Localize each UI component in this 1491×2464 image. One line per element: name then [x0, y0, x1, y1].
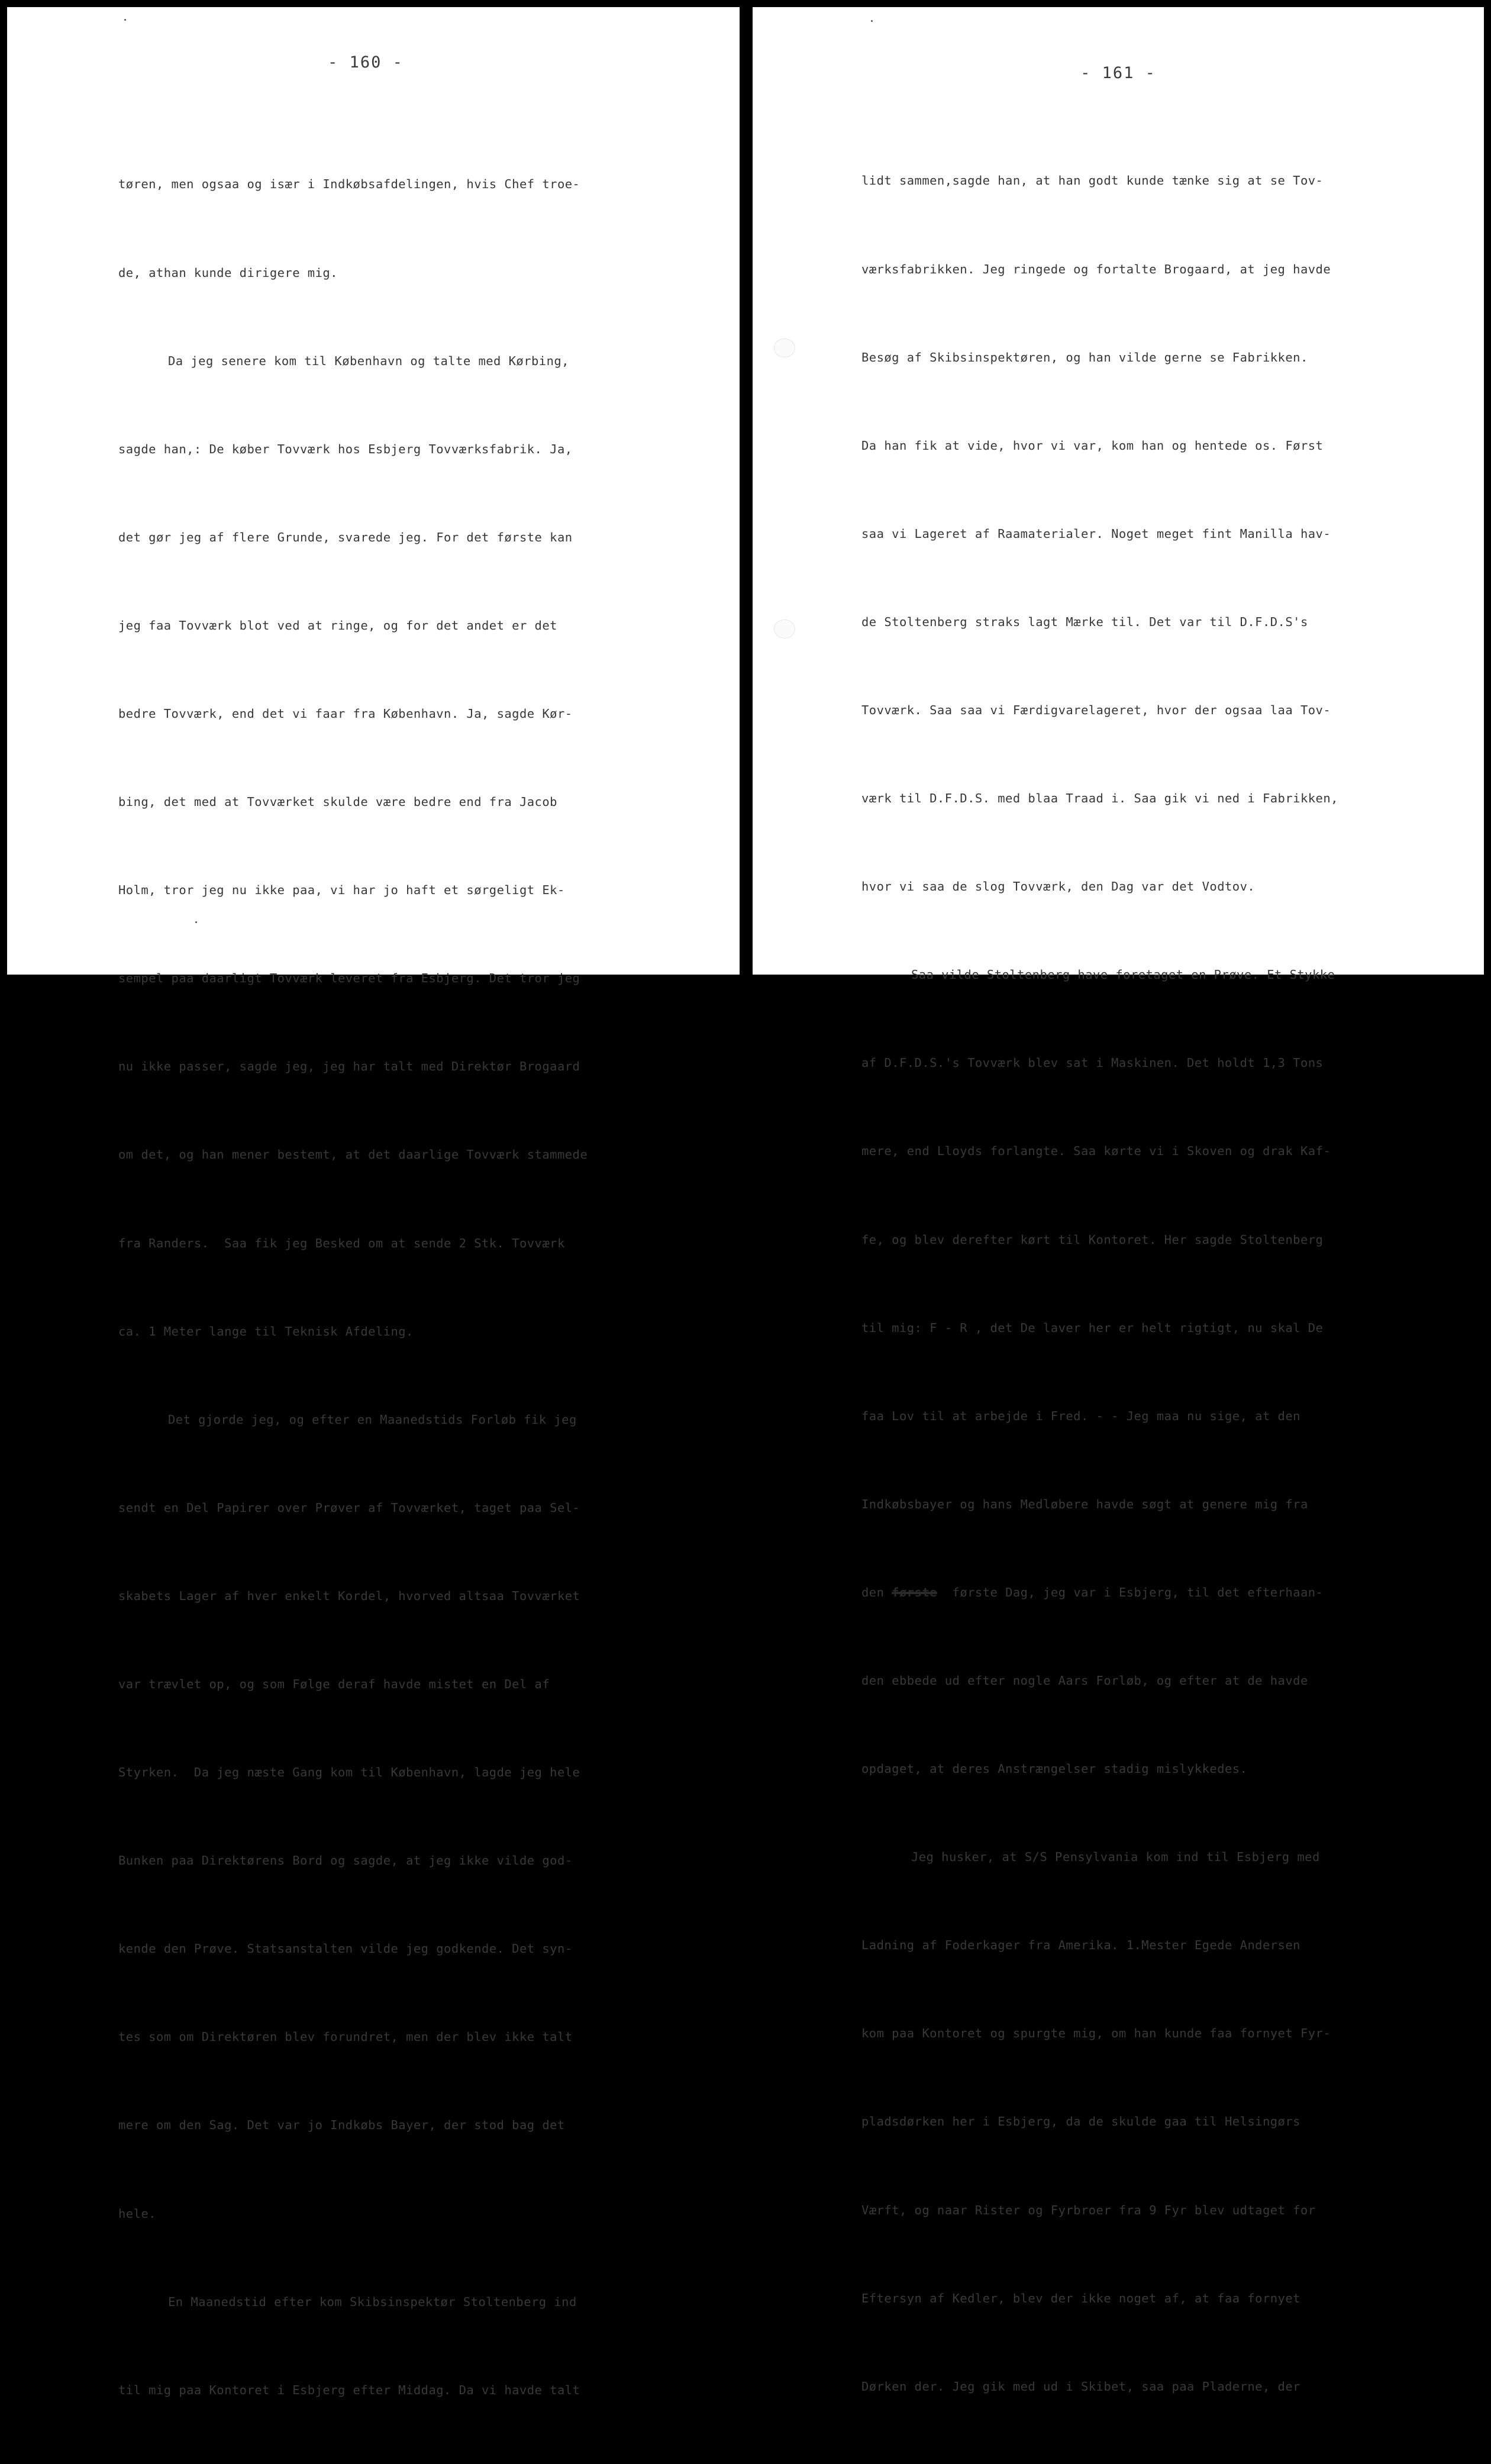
text-line: bedre Tovværk, end det vi faar fra København. Ja, sagde Kør- — [118, 706, 573, 721]
text-line: Bunken paa Direktørens Bord og sagde, at jeg ikke vilde god- — [118, 1853, 573, 1868]
text-line: En Maanedstid efter kom Skibsinspektør Stoltenberg ind — [168, 2294, 577, 2309]
text-line: Dørken der. Jeg gik med ud i Skibet, saa paa Pladerne, der — [861, 2379, 1300, 2394]
text-line: de, athan kunde dirigere mig. — [118, 265, 338, 280]
text-line: Eftersyn af Kedler, blev der ikke noget af, at faa fornyet — [861, 2291, 1300, 2305]
page-text — [118, 111, 588, 2464]
text-line: saa vi Lageret af Raamaterialer. Noget meget fint Manilla hav- — [861, 526, 1331, 541]
text-line: fra Randers. Saa fik jeg Besked om at sende 2 Stk. Tovværk — [118, 1236, 565, 1250]
text-line: bing, det med at Tovværket skulde være bedre end fra Jacob — [118, 795, 557, 809]
page-text — [861, 108, 1338, 2460]
text-line: til mig: F - R , det De laver her er helt rigtigt, nu skal De — [861, 1320, 1324, 1335]
text-line: det gør jeg af flere Grunde, svarede jeg. For det første kan — [118, 530, 573, 544]
page-number: - 160 - — [328, 53, 404, 72]
paper-speck — [124, 19, 126, 21]
punch-hole — [774, 620, 795, 638]
punch-hole — [774, 338, 795, 357]
text-line: var trævlet op, og som Følge deraf havde mistet en Del af — [118, 1677, 550, 1691]
struck-word: første — [892, 1585, 937, 1599]
text-line: skabets Lager af hver enkelt Kordel, hvorved altsaa Tovværket — [118, 1588, 580, 1603]
text-line: ca. 1 Meter lange til Teknisk Afdeling. — [118, 1324, 414, 1339]
text-line: mere, end Lloyds forlangte. Saa kørte vi i Skoven og drak Kaf- — [861, 1144, 1331, 1159]
page-number: - 161 - — [1080, 64, 1156, 82]
text-line: sagde han,: De køber Tovværk hos Esbjerg Tovværksfabrik. Ja, — [118, 441, 573, 456]
text-line: af D.F.D.S.'s Tovværk blev sat i Maskinen. Det holdt 1,3 Tons — [861, 1056, 1324, 1070]
text-line: kom paa Kontoret og spurgte mig, om han kunde faa fornyet Fyr- — [861, 2026, 1331, 2041]
text-line: tøren, men ogsaa og især i Indkøbsafdelingen, hvis Chef troe- — [118, 177, 580, 192]
text-line: pladsdørken her i Esbjerg, da de skulde gaa til Helsingørs — [861, 2114, 1300, 2129]
text-fragment: den — [861, 1585, 892, 1599]
text-line: Besøg af Skibsinspektøren, og han vilde gerne se Fabrikken. — [861, 350, 1308, 365]
text-line: nu ikke passer, sagde jeg, jeg har talt med Direktør Brogaard — [118, 1059, 580, 1074]
text-line: lidt sammen,sagde han, at han godt kunde tænke sig at se Tov- — [861, 173, 1324, 188]
text-line: Indkøbsbayer og hans Medløbere havde søgt at genere mig fra — [861, 1497, 1308, 1511]
text-line: de Stoltenberg straks lagt Mærke til. Det var til D.F.D.S's — [861, 614, 1308, 629]
text-line: Jeg husker, at S/S Pensylvania kom ind til Esbjerg med — [911, 1850, 1320, 1865]
text-line: til mig paa Kontoret i Esbjerg efter Middag. Da vi havde talt — [118, 2382, 580, 2397]
text-line: Da jeg senere kom til København og talte med Kørbing, — [168, 353, 569, 368]
text-line: Da han fik at vide, hvor vi var, kom han og hentede os. Først — [861, 438, 1324, 453]
text-line: mere om den Sag. Det var jo Indkøbs Bayer, der stod bag det — [118, 2118, 565, 2133]
right-page — [753, 7, 1484, 2394]
text-line: sempel paa daarligt Tovværk leveret fra Esbjerg. Det tror jeg — [118, 971, 580, 986]
left-page — [7, 7, 740, 2397]
text-line: om det, og han mener bestemt, at det daarlige Tovværk stammede — [118, 1147, 588, 1162]
text-line: den ebbede ud efter nogle Aars Forløb, og efter at de havde — [861, 1673, 1308, 1688]
text-line: Værft, og naar Rister og Fyrbroer fra 9 Fyr blev udtaget for — [861, 2202, 1316, 2217]
text-line: Holm, tror jeg nu ikke paa, vi har jo haft et sørgeligt Ek- — [118, 883, 565, 898]
text-line: hele. — [118, 2206, 156, 2221]
text-line: jeg faa Tovværk blot ved at ringe, og for det andet er det — [118, 618, 557, 633]
text-line: værk til D.F.D.S. med blaa Traad i. Saa gik vi ned i Fabrikken, — [861, 791, 1338, 806]
text-line: Styrken. Da jeg næste Gang kom til København, lagde jeg hele — [118, 1765, 580, 1780]
text-line: værksfabrikken. Jeg ringede og fortalte Brogaard, at jeg havde — [861, 262, 1331, 276]
text-line: opdaget, at deres Anstrængelser stadig mislykkedes. — [861, 1762, 1248, 1776]
text-line: kende den Prøve. Statsanstalten vilde jeg godkende. Det syn- — [118, 1941, 573, 1956]
text-line: Tovværk. Saa saa vi Færdigvarelageret, hvor der ogsaa laa Tov- — [861, 702, 1331, 717]
text-line: hvor vi saa de slog Tovværk, den Dag var det Vodtov. — [861, 879, 1256, 894]
text-line: sendt en Del Papirer over Prøver af Tovværket, taget paa Sel- — [118, 1500, 580, 1515]
paper-speck — [195, 921, 197, 923]
text-line: Ladning af Foderkager fra Amerika. 1.Mester Egede Andersen — [861, 1938, 1300, 1953]
text-line: Saa vilde Stoltenberg have foretaget en Prøve. Et Stykke — [911, 967, 1335, 982]
text-line: faa Lov til at arbejde i Fred. - - Jeg maa nu sige, at den — [861, 1408, 1300, 1423]
text-line — [861, 1578, 1338, 1608]
text-line: Det gjorde jeg, og efter en Maanedstids Forløb fik jeg — [168, 1412, 577, 1427]
text-fragment: første Dag, jeg var i Esbjerg, til det efterhaan- — [937, 1585, 1324, 1599]
text-line: tes som om Direktøren blev forundret, men der blev ikke talt — [118, 2030, 573, 2044]
paper-speck — [871, 20, 873, 22]
text-line: fe, og blev derefter kørt til Kontoret. Her sagde Stoltenberg — [861, 1232, 1324, 1247]
